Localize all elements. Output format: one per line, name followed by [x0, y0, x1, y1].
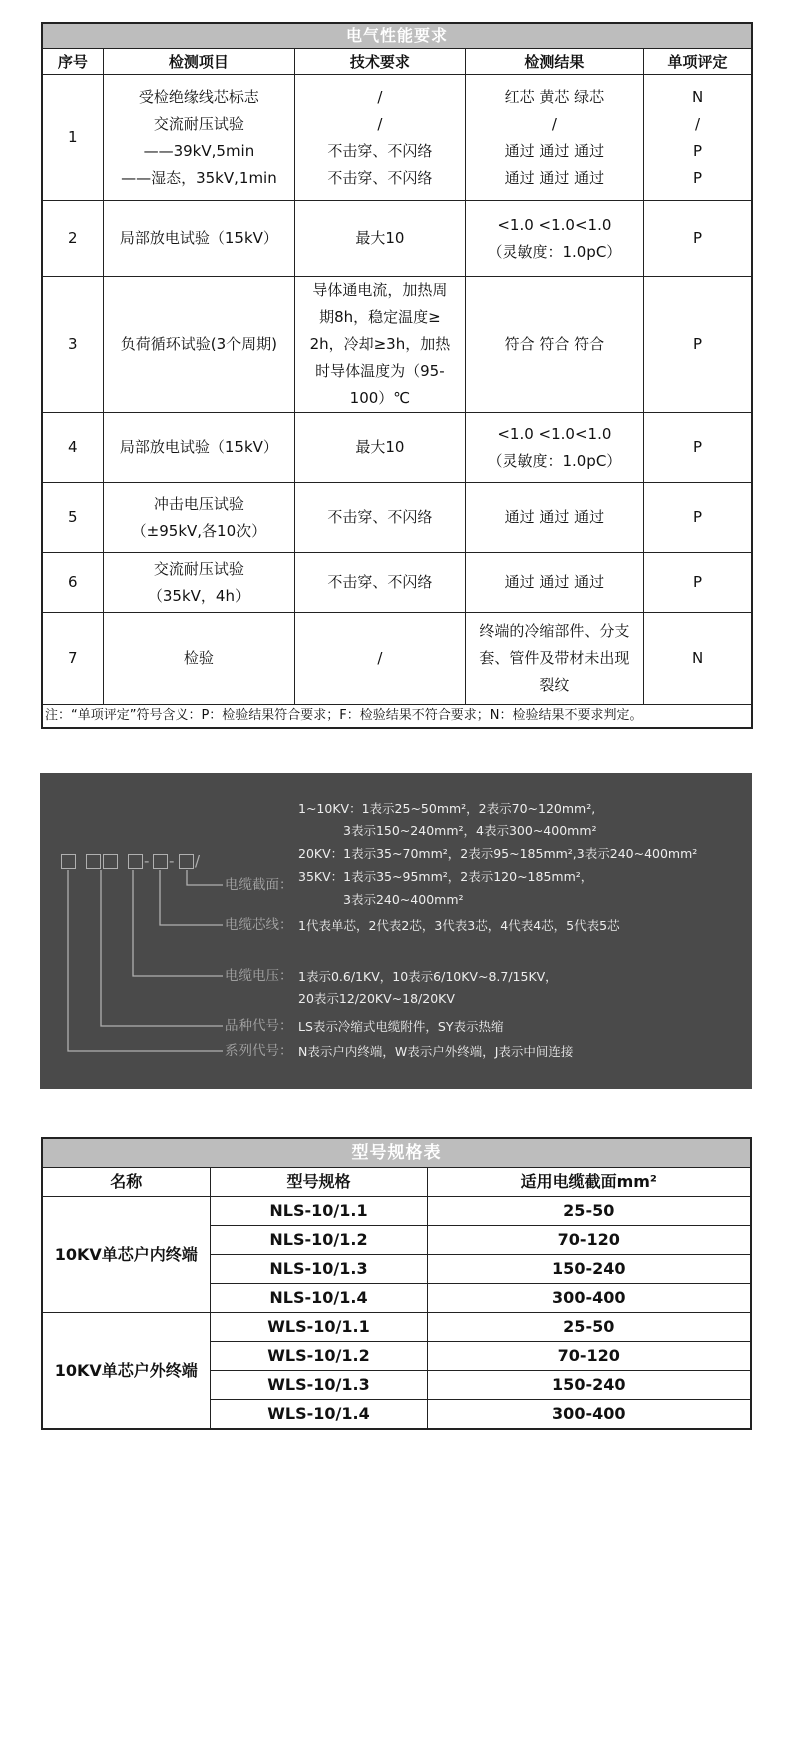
cell-item-line: 负荷循环试验(3个周期) [120, 335, 278, 353]
cell-result-line: 红芯 黄芯 绿芯 [504, 87, 605, 106]
cell-evaluation [644, 553, 752, 613]
code-box-product-2 [103, 854, 118, 869]
spec-cell-model: NLS-10/1.3 [210, 1255, 427, 1284]
cell-no: 1 [42, 75, 103, 201]
spec-group-name: 10KV单芯户内终端 [42, 1197, 210, 1313]
cell-evaluation-line: P [693, 438, 703, 456]
code-separator-2: - [169, 852, 175, 870]
spec-cell-section: 70-120 [427, 1342, 751, 1371]
spec-cell-section: 25-50 [427, 1313, 751, 1342]
cell-result-line: （灵敏度：1.0pC） [487, 242, 622, 261]
spec-cell-model: NLS-10/1.4 [210, 1284, 427, 1313]
cell-no: 4 [42, 413, 103, 483]
section-line-4: 35KV：1表示35~95mm²，2表示120~185mm²， [298, 869, 594, 884]
performance-table-body [42, 75, 752, 705]
cell-item-line: 冲击电压试验 [153, 494, 244, 513]
section-line-1: 1~10KV：1表示25~50mm²，2表示70~120mm², [298, 801, 596, 816]
spec-group-name: 10KV单芯户外终端 [42, 1313, 210, 1430]
cell-requirement-line: / [377, 114, 383, 133]
performance-table [41, 22, 753, 729]
performance-table-title: 电气性能要求 [42, 23, 752, 49]
spec-table [41, 1137, 752, 1430]
cell-item-line: ——湿态，35kV,1min [121, 168, 277, 187]
table-note: 注：“单项评定”符号含义：P：检验结果符合要求；F：检验结果不符合要求；N：检验结果不要求判定。 [42, 705, 752, 729]
table-row [42, 413, 752, 483]
spec-cell-section: 25-50 [427, 1197, 751, 1226]
cell-item [103, 483, 295, 553]
cell-requirement [295, 75, 465, 201]
cell-evaluation-line: P [693, 508, 703, 526]
cell-evaluation-line: P [693, 141, 703, 160]
cell-requirement-line: 不击穿、不闪络 [327, 573, 433, 591]
cell-result-line: 终端的冷缩部件、分支 [479, 622, 630, 640]
label-series: 系列代号： [225, 1043, 293, 1059]
spec-cell-model: NLS-10/1.2 [210, 1226, 427, 1255]
series-text: N表示户内终端，W表示户外终端，J表示中间连接 [298, 1044, 574, 1059]
cell-result-line: 符合 符合 符合 [504, 335, 605, 353]
cell-item-line: 检验 [183, 649, 214, 667]
cell-item-line: （±95kV,各10次） [131, 521, 267, 540]
cell-requirement-line: 100）℃ [349, 389, 411, 407]
cell-item [103, 613, 295, 705]
spec-cell-model: NLS-10/1.1 [210, 1197, 427, 1226]
code-box-section [179, 854, 194, 869]
spec-cell-section: 300-400 [427, 1284, 751, 1313]
code-box-series [61, 854, 76, 869]
cell-item-line: 受检绝缘线芯标志 [138, 87, 259, 106]
section-line-5: 3表示240~400mm² [343, 892, 464, 907]
cell-result-line: 通过 通过 通过 [504, 573, 605, 591]
product-text: LS表示冷缩式电缆附件，SY表示热缩 [298, 1019, 504, 1034]
cell-result [465, 483, 643, 553]
cell-requirement [295, 201, 465, 277]
cell-item [103, 75, 295, 201]
cell-item-line: （35kV，4h） [147, 586, 250, 605]
cell-requirement [295, 413, 465, 483]
table-row [42, 75, 752, 201]
cell-evaluation-line: N [691, 87, 704, 106]
cell-evaluation-line: / [695, 114, 701, 133]
cell-result [465, 553, 643, 613]
table-row [42, 277, 752, 413]
cell-evaluation-line: P [693, 573, 703, 591]
cell-no: 6 [42, 553, 103, 613]
header-result: 检测结果 [465, 49, 643, 75]
cell-no: 3 [42, 277, 103, 413]
cell-evaluation [644, 413, 752, 483]
header-requirement: 技术要求 [295, 49, 465, 75]
cell-no: 7 [42, 613, 103, 705]
cell-requirement-line: / [377, 87, 383, 106]
code-separator-3: / [195, 852, 201, 870]
cell-result [465, 613, 643, 705]
spec-table-body [42, 1197, 751, 1430]
cell-requirement-line: 导体通电流，加热周 [312, 281, 448, 299]
cell-requirement-line: 时导体温度为（95- [315, 362, 445, 380]
spec-header-name: 名称 [42, 1168, 210, 1197]
cell-item [103, 553, 295, 613]
section-line-3: 20KV：1表示35~70mm²，2表示95~185mm²,3表示240~400mm² [298, 846, 698, 861]
cell-evaluation-line: P [693, 335, 703, 353]
label-voltage: 电缆电压： [225, 968, 293, 984]
cell-evaluation-line: P [693, 229, 703, 247]
cell-requirement-line: 期8h，稳定温度≥ [319, 308, 441, 326]
spec-cell-model: WLS-10/1.3 [210, 1371, 427, 1400]
section-line-2: 3表示150~240mm²，4表示300~400mm² [343, 823, 597, 838]
cell-requirement [295, 613, 465, 705]
cell-result-line: 套、管件及带材未出现 [479, 649, 630, 667]
spec-row [42, 1197, 751, 1226]
table-row [42, 201, 752, 277]
spec-cell-section: 150-240 [427, 1255, 751, 1284]
cell-evaluation [644, 201, 752, 277]
spec-header-model: 型号规格 [210, 1168, 427, 1197]
cell-result-line: <1.0 <1.0<1.0 [497, 215, 612, 234]
cell-requirement [295, 483, 465, 553]
cell-item-line: 局部放电试验（15kV） [119, 438, 278, 456]
cell-item-line: 交流耐压试验 [153, 559, 244, 578]
cell-result [465, 413, 643, 483]
header-no: 序号 [42, 49, 103, 75]
cell-evaluation-line: N [691, 649, 704, 667]
spec-row [42, 1313, 751, 1342]
code-box-voltage [128, 854, 143, 869]
cell-requirement [295, 277, 465, 413]
cell-no: 2 [42, 201, 103, 277]
cell-requirement-line: 不击穿、不闪络 [327, 508, 433, 526]
cell-requirement-line: 最大10 [355, 229, 405, 247]
cell-evaluation-line: P [693, 168, 703, 187]
cell-result-line: <1.0 <1.0<1.0 [497, 424, 612, 443]
spec-cell-model: WLS-10/1.1 [210, 1313, 427, 1342]
cell-evaluation [644, 277, 752, 413]
cell-item [103, 201, 295, 277]
code-separator-1: - [144, 852, 150, 870]
cell-result-line: 通过 通过 通过 [504, 141, 605, 160]
label-section: 电缆截面： [225, 877, 293, 893]
spec-cell-section: 300-400 [427, 1400, 751, 1430]
cell-no: 5 [42, 483, 103, 553]
voltage-line-1: 1表示0.6/1KV，10表示6/10KV~8.7/15KV， [298, 969, 558, 984]
header-evaluation: 单项评定 [644, 49, 752, 75]
cell-requirement [295, 553, 465, 613]
cell-result [465, 75, 643, 201]
table-row [42, 613, 752, 705]
cell-item [103, 277, 295, 413]
cell-requirement-line: / [377, 649, 383, 667]
spec-header-section: 适用电缆截面mm² [427, 1168, 751, 1197]
label-product: 品种代号： [225, 1018, 293, 1034]
table-row [42, 553, 752, 613]
cell-result [465, 201, 643, 277]
cell-item-line: 局部放电试验（15kV） [119, 229, 278, 247]
cores-text: 1代表单芯，2代表2芯，3代表3芯，4代表4芯，5代表5芯 [298, 918, 620, 933]
cell-result-line: 通过 通过 通过 [504, 168, 605, 187]
spec-cell-model: WLS-10/1.4 [210, 1400, 427, 1430]
cell-requirement-line: 最大10 [355, 438, 405, 456]
spec-cell-section: 70-120 [427, 1226, 751, 1255]
cell-result-line: （灵敏度：1.0pC） [487, 451, 622, 470]
cell-result-line: 裂纹 [539, 676, 570, 694]
cell-evaluation [644, 483, 752, 553]
spec-table-title: 型号规格表 [42, 1138, 751, 1168]
spec-cell-section: 150-240 [427, 1371, 751, 1400]
cell-item-line: 交流耐压试验 [153, 114, 244, 133]
cell-evaluation [644, 75, 752, 201]
cell-requirement-line: 不击穿、不闪络 [327, 168, 433, 187]
cell-result [465, 277, 643, 413]
spec-cell-model: WLS-10/1.2 [210, 1342, 427, 1371]
cell-result-line: / [551, 114, 557, 133]
cell-item [103, 413, 295, 483]
code-box-cores [153, 854, 168, 869]
voltage-line-2: 20表示12/20KV~18/20KV [298, 991, 455, 1006]
header-item: 检测项目 [103, 49, 295, 75]
cell-item-line: ——39kV,5min [143, 141, 255, 160]
cell-result-line: 通过 通过 通过 [504, 508, 605, 526]
cell-requirement-line: 不击穿、不闪络 [327, 141, 433, 160]
code-box-product-1 [86, 854, 101, 869]
cell-evaluation [644, 613, 752, 705]
table-row [42, 483, 752, 553]
cell-requirement-line: 2h，冷却≥3h，加热 [309, 335, 451, 353]
model-code-diagram [40, 773, 752, 1089]
label-cores: 电缆芯线： [225, 917, 293, 933]
